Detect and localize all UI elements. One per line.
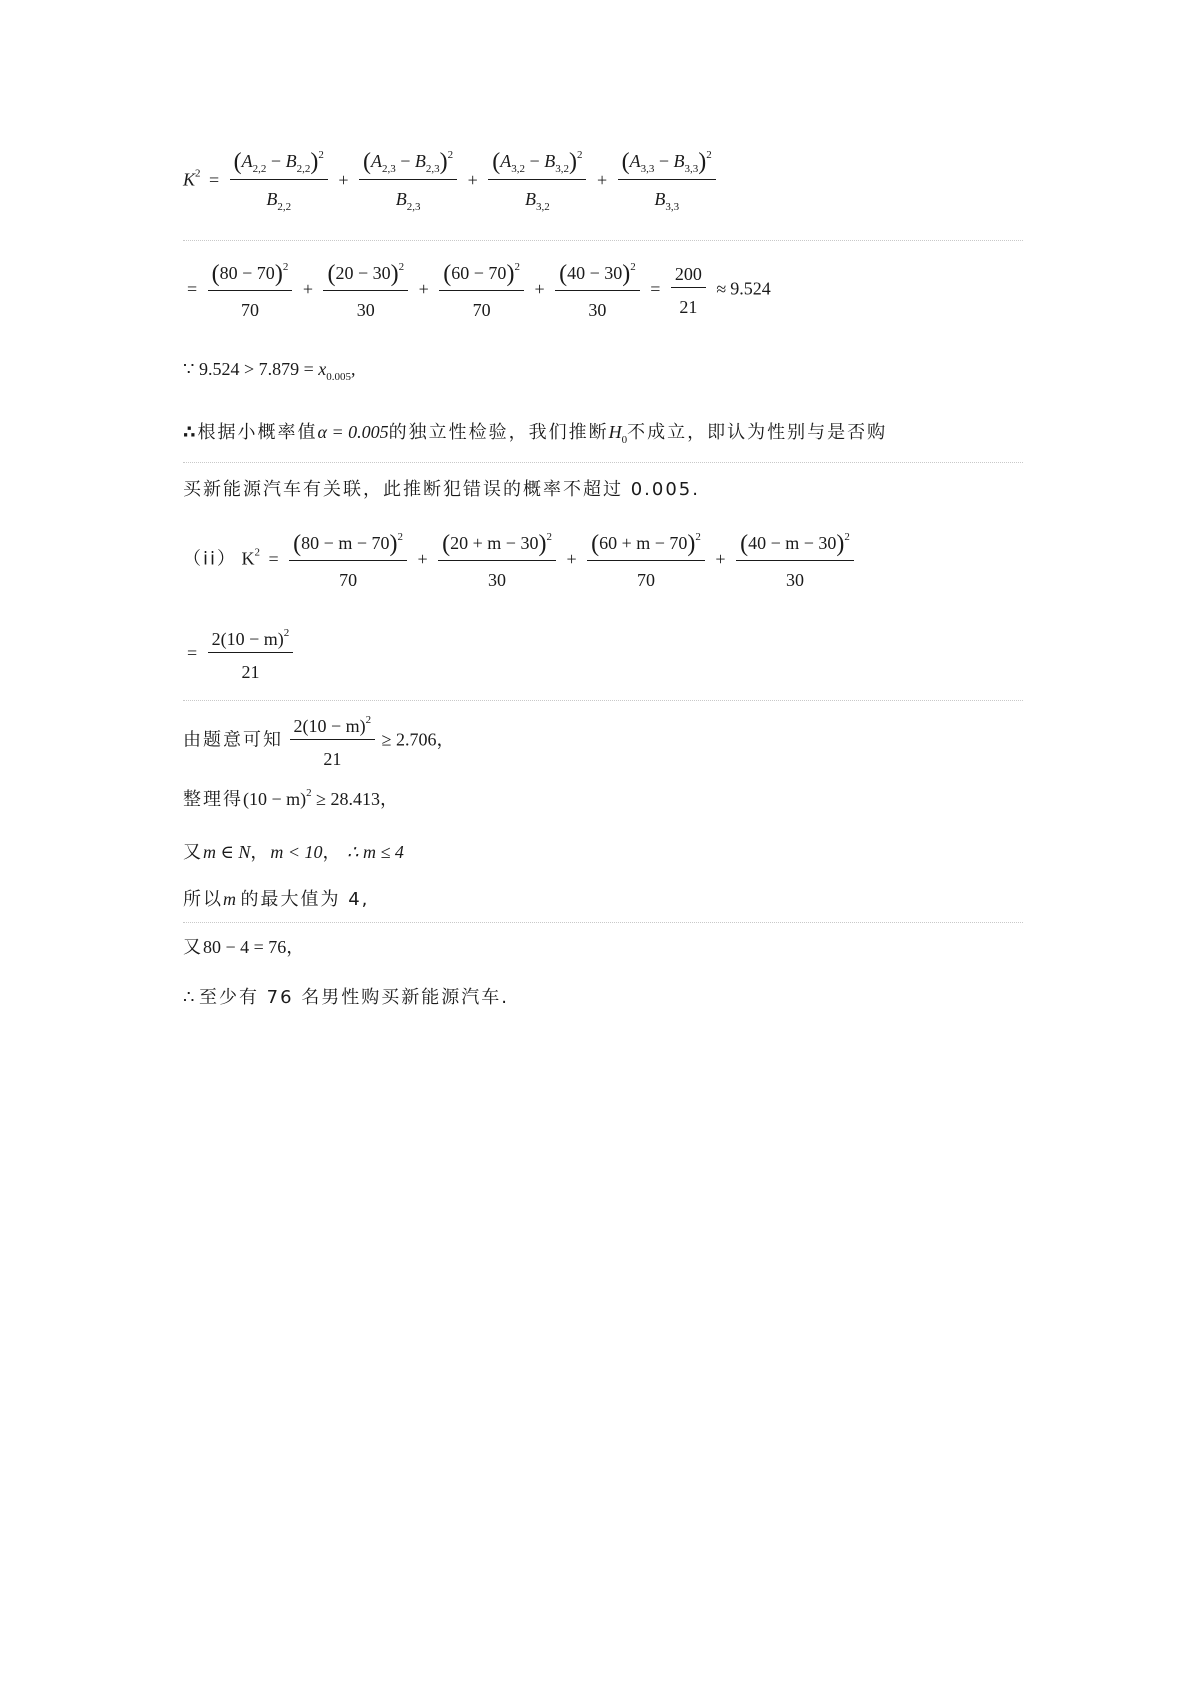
simplified-fraction: $\frac{2(10 - m)^2}{21}$ <box>208 628 294 681</box>
m-term-4: $\frac{(40 - m - 30)^2}{30}$ <box>736 532 854 589</box>
formula-simplified: = $\frac{2(10 - m)^2}{21}$ <box>183 628 295 681</box>
formula-k-squared-numeric: = $\frac{(80 - 70)^2}{70}$ + $\frac{(20 - 30)^2}{30}$ + $\frac{(60 - 70)^2}{70}$ + $\frac{(40 - 30)^2}{30}$ = $\frac{200}{21}$ ≈ 9.524 <box>187 261 771 320</box>
numeric-term-2: $\frac{(20 - 30)^2}{30}$ <box>323 262 408 319</box>
rearranged-line: 整理得$(10 - m)^2 \ge 28.413$， <box>183 787 399 810</box>
fraction-term-4: $\frac{(A_{3,3} - B_{3,3})^2}{B_{3,3}}$ <box>618 150 716 213</box>
fraction-term-3: $\frac{(A_{3,2} - B_{3,2})^2}{B_{3,2}}$ <box>488 150 586 213</box>
subtraction-line: 又80 − 4 = 76， <box>183 937 305 958</box>
final-answer-line: ∴ 至少有 76 名男性购买新能源汽车. <box>183 987 510 1008</box>
formula-k-squared-m: （ii） $K^2$ = $\frac{(80 - m - 70)^2}{70}$ + $\frac{(20 + m - 30)^2}{30}$ + $\frac{(60 + m - 70)^2}{70}$ + $\frac{(40 - m - 30)^2}{30}$ <box>183 532 856 589</box>
fraction-term-2: $\frac{(A_{2,3} - B_{2,3})^2}{B_{2,3}}$ <box>359 150 457 213</box>
m-term-1: $\frac{(80 - m - 70)^2}{70}$ <box>289 532 407 589</box>
dotted-divider <box>183 922 1023 923</box>
dotted-divider <box>183 700 1023 701</box>
fraction-term-1: $\frac{(A_{2,2} - B_{2,2})^2}{B_{2,2}}$ <box>230 150 328 213</box>
comparison-line: ∵ $9.524 > 7.879 = x_{0.005}$, <box>183 359 356 383</box>
dotted-divider <box>183 462 1023 463</box>
max-value-line: 所以m 的最大值为 4, <box>183 889 370 910</box>
approx-value: 9.524 <box>730 278 771 299</box>
constraint-line: 又m ∈ N，m < 10， ∴ m ≤ 4 <box>183 842 404 863</box>
dotted-divider <box>183 240 1023 241</box>
formula-k-squared-general: $K^2$ = $\frac{(A_{2,2} - B_{2,2})^2}{B_{2,2}}$ + $\frac{(A_{2,3} - B_{2,3})^2}{B_{2,3}}$ + $\frac{(A_{3,2} - B_{3,2})^2}{B_{3,2}}$ + $\frac{(A_{3,3} - B_{3,3})^2}{B_{3,3}}$ <box>183 150 718 213</box>
conclusion-line-2: 买新能源汽车有关联，此推断犯错误的概率不超过 0.005. <box>183 479 700 500</box>
conclusion-line-1: ∴根据小概率值α = 0.005的独立性检验，我们推断$H_0$不成立，即认为性别与是否购 <box>183 422 888 446</box>
inequality-fraction: $\frac{2(10 - m)^2}{21}$ <box>290 715 376 768</box>
m-term-3: $\frac{(60 + m - 70)^2}{70}$ <box>587 532 705 589</box>
numeric-term-3: $\frac{(60 - 70)^2}{70}$ <box>439 262 524 319</box>
numeric-term-4: $\frac{(40 - 30)^2}{30}$ <box>555 262 640 319</box>
k-exponent: 2 <box>195 167 201 180</box>
k-symbol: K <box>183 169 196 190</box>
inequality-line: 由题意可知 $\frac{2(10 - m)^2}{21}$ ≥ 2.706， <box>183 714 455 769</box>
result-fraction: $\frac{200}{21}$ <box>671 265 706 316</box>
m-term-2: $\frac{(20 + m - 30)^2}{30}$ <box>438 532 556 589</box>
numeric-term-1: $\frac{(80 - 70)^2}{70}$ <box>208 262 293 319</box>
